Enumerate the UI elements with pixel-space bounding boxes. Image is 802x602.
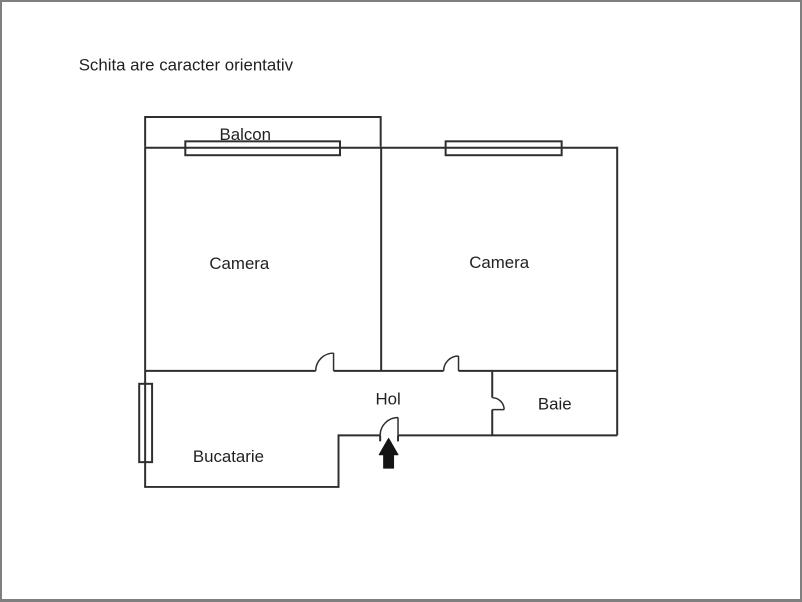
entrance-arrow-icon <box>379 438 398 468</box>
camera-right-label: Camera <box>469 252 530 272</box>
windows-group <box>139 141 561 462</box>
bathroom-label: Baie <box>537 394 572 414</box>
camera-left-label: Camera <box>209 253 270 273</box>
kitchen-label: Bucatarie <box>192 447 265 467</box>
hall-label: Hol <box>375 389 401 409</box>
hall-bottom-wall <box>339 435 618 441</box>
camera-left-door-icon <box>316 353 334 371</box>
camera-right-door-icon <box>444 356 459 371</box>
bathroom-door-icon <box>492 398 504 410</box>
entrance-door-icon <box>380 418 398 436</box>
balcony-label: Balcon <box>219 124 272 144</box>
room-labels-group <box>193 125 572 466</box>
doors-group <box>316 353 504 435</box>
disclaimer-text: Schita are caracter orientativ <box>78 55 294 75</box>
floor-plan-canvas <box>2 2 800 599</box>
